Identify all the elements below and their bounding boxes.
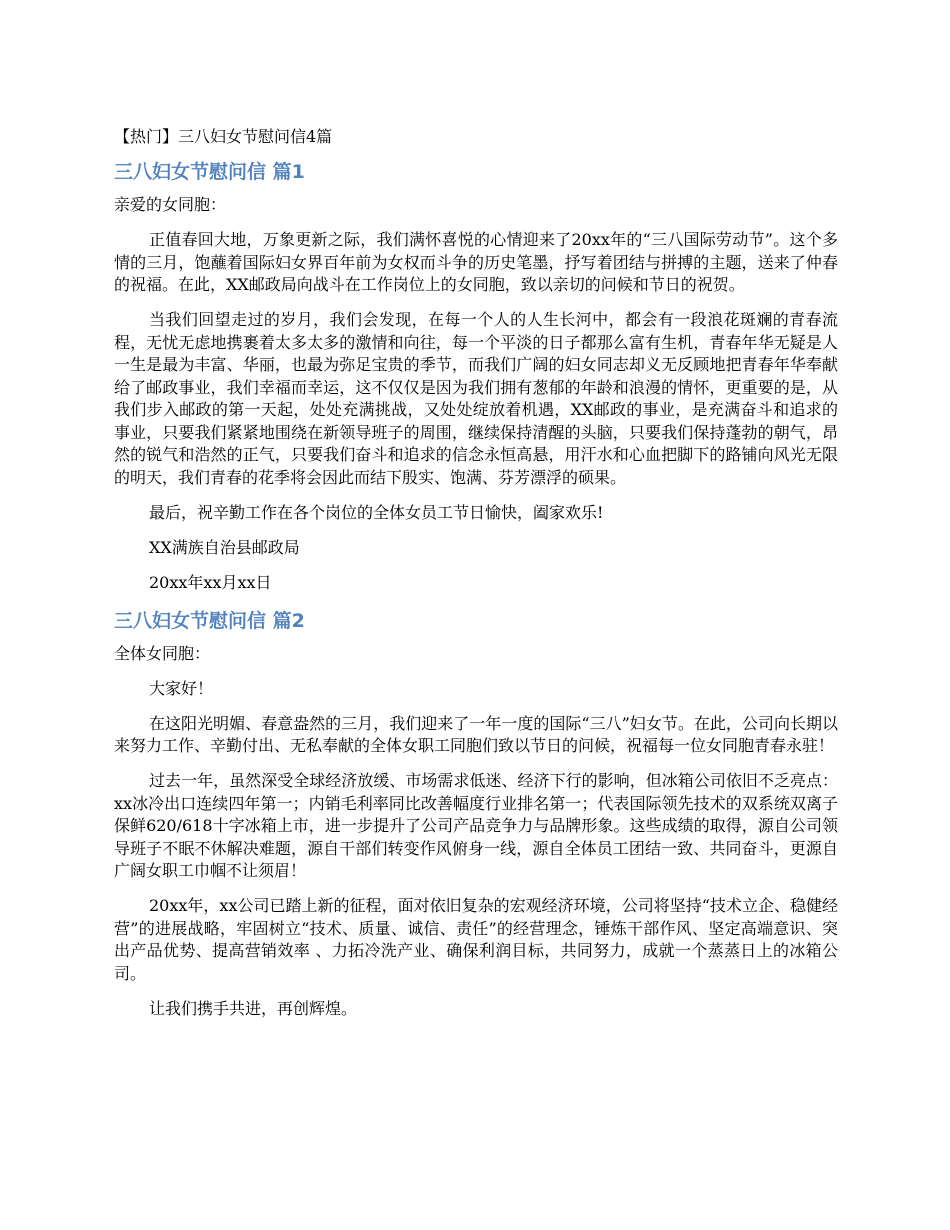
document-title: 【热门】三八妇女节慰问信4篇 bbox=[114, 127, 333, 146]
letter-section-1 bbox=[114, 158, 838, 594]
paragraph-2-2: 在这阳光明媚、春意盎然的三月，我们迎来了一年一度的国际“三八”妇女节。在此，公司向长期以来努力工作、辛勤付出、无私奉献的全体女职工同胞们致以节日的问候，祝福每一位女同胞青春永驻！ bbox=[114, 713, 838, 755]
paragraph-1-2: 当我们回望走过的岁月，我们会发现，在每一个人的人生长河中，都会有一段浪花斑斓的青春流程，无忧无虑地携裹着太多太多的激情和向往，每一个平淡的日子都那么富有生机，青春年华无疑是人一生是最为丰富、华丽，也最为弥足宝贵的季节，而我们广阔的妇女同志却义无反顾地把青春年华奉献给了邮政事业，我们幸福而幸运，这不仅仅是因为我们拥有葱郁的年龄和浪漫的情怀，更重要的是，从我们步入邮政的第一天起，处处充满挑战，又处处绽放着机遇，XX邮政的事业，是充满奋斗和追求的事业，只要我们紧紧地围绕在新领导班子的周围，继续保持清醒的头脑，只要我们保持蓬勃的朝气，昂然的锐气和浩然的正气，只要我们奋斗和追求的信念永恒高悬，用汗水和心血把脚下的路铺向风光无限的明天，我们青春的花季将会因此而结下殷实、饱满、芬芳漂浮的硕果。 bbox=[114, 310, 838, 487]
paragraph-2-4: 20xx年，xx公司已踏上新的征程，面对依旧复杂的宏观经济环境，公司将坚持“技术立企、稳健经营”的进展战略，牢固树立“技术、质量、诚信、责任”的经营理念，锤炼干部作风、坚定高端意识、突出产品优势、提高营销效率 、力拓冷洗产业、确保利润目标，共同努力，成就一个蒸蒸日上的冰箱公司。 bbox=[114, 896, 838, 983]
paragraph-2-3: 过去一年，虽然深受全球经济放缓、市场需求低迷、经济下行的影响，但冰箱公司依旧不乏亮点：xx冰冷出口连续四年第一；内销毛利率同比改善幅度行业排名第一；代表国际领先技术的双系统双离子保鲜620/618十字冰箱上市，进一步提升了公司产品竞争力与品牌形象。这些成绩的取得，源自公司领导班子不眠不休解决难题，源自干部们转变作风俯身一线，源自全体员工团结一致、共同奋斗，更源自广阔女职工巾帼不让须眉！ bbox=[114, 771, 838, 880]
signature-organization: XX满族自治县邮政局 bbox=[149, 537, 300, 557]
paragraph-2-5: 让我们携手共进，再创辉煌。 bbox=[149, 998, 358, 1018]
salutation-1: 亲爱的女同胞： bbox=[114, 195, 227, 214]
paragraph-2-1: 大家好！ bbox=[149, 678, 214, 698]
salutation-2: 全体女同胞： bbox=[114, 643, 211, 663]
section-heading-2: 三八妇女节慰问信 篇2 bbox=[114, 609, 305, 632]
signature-date: 20xx年xx月xx日 bbox=[149, 572, 272, 592]
letter-section-2 bbox=[114, 607, 838, 1021]
paragraph-1-3: 最后，祝辛勤工作在各个岗位的全体女员工节日愉快，阖家欢乐! bbox=[149, 502, 604, 522]
document-page bbox=[114, 124, 838, 1033]
paragraph-1-1: 正值春回大地，万象更新之际，我们满怀喜悦的心情迎来了20xx年的“三八国际劳动节”。这个多情的三月，饱蘸着国际妇女界百年前为女权而斗争的历史笔墨，抒写着团结与拼搏的主题，送来了仲春的祝福。在此，XX邮政局向战斗在工作岗位上的女同胞，致以亲切的问候和节日的祝贺。 bbox=[114, 230, 838, 294]
section-heading-1: 三八妇女节慰问信 篇1 bbox=[114, 161, 305, 183]
